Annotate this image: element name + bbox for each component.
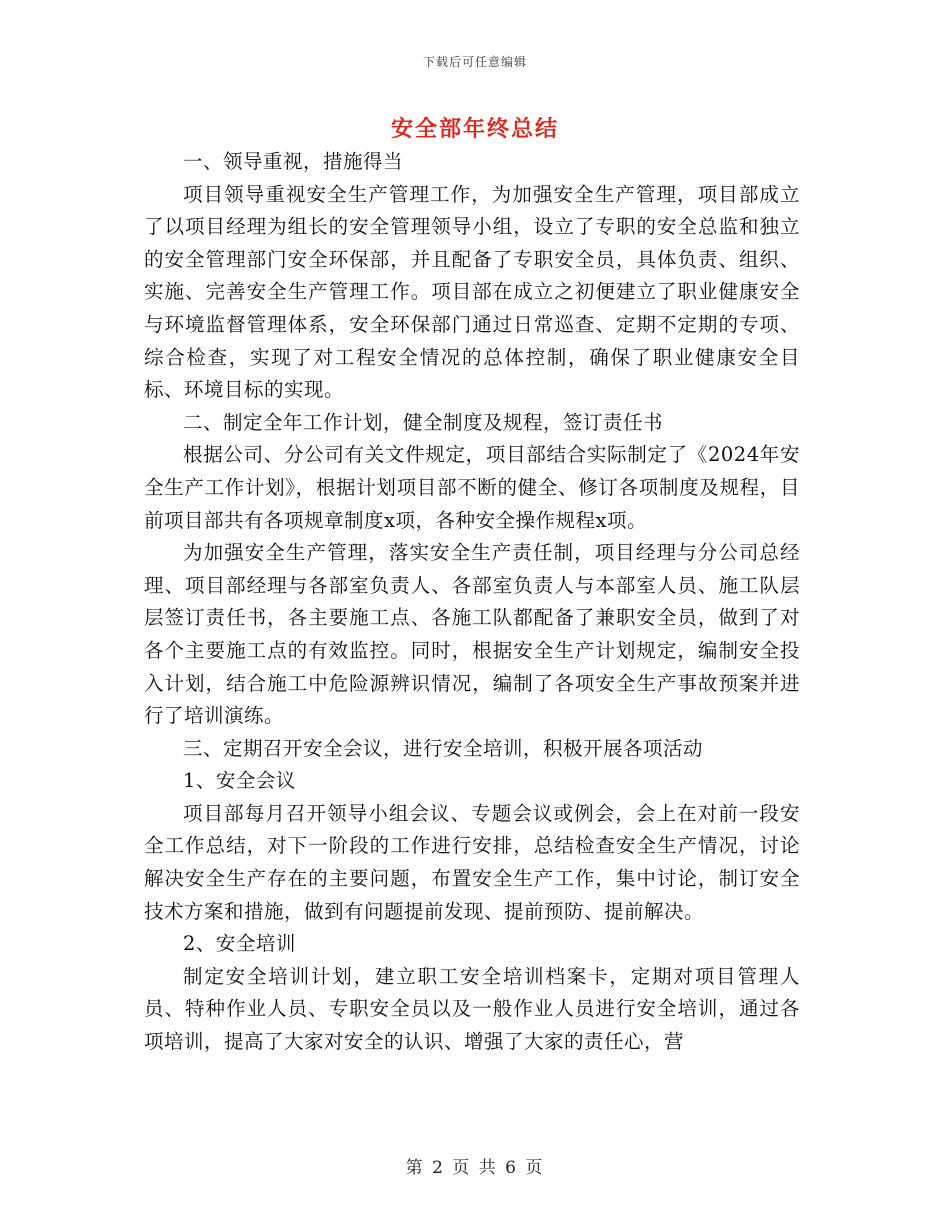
- section-heading-3: 三、定期召开安全会议，进行安全培训，积极开展各项活动: [183, 736, 704, 760]
- header-note: 下载后可任意编辑: [422, 55, 527, 69]
- paragraph-meeting: 项目部每月召开领导小组会议、专题会议或例会，会上在对前一段安全工作总结，对下一阶段的工作进行安排，总结检查安全生产情况，讨论解决安全生产存在的主要问题，布置安全生产工作，集中讨论，制订安全技术方案和措施，做到有问题提前发现、提前预防、提前解决。: [144, 801, 800, 923]
- paragraph-work-plan: 根据公司、分公司有关文件规定，项目部结合实际制定了《2024年安全生产工作计划》，根据计划项目部不断的健全、修订各项制度及规程，目前项目部共有各项规章制度x项，各种安全操作规程x项。: [144, 443, 800, 532]
- paragraph-responsibility: 为加强安全生产管理，落实安全生产责任制，项目经理与分公司总经理、项目部经理与各部室负责人、各部室负责人与本部室人员、施工队层层签订责任书，各主要施工点、各施工队都配备了兼职安全员，做到了对各个主要施工点的有效监控。同时，根据安全生产计划规定，编制安全投入计划，结合施工中危险源辨识情况，编制了各项安全生产事故预案并进行了培训演练。: [144, 541, 800, 728]
- subsection-heading-meeting: 1、安全会议: [183, 769, 296, 793]
- section-heading-1: 一、领导重视，措施得当: [183, 150, 404, 173]
- document-body: [144, 146, 800, 1059]
- paragraph-training: 制定安全培训计划，建立职工安全培训档案卡，定期对项目管理人员、特种作业人员、专职安全员以及一般作业人员进行安全培训，通过各项培训，提高了大家对安全的认识、增强了大家的责任心，营: [144, 964, 800, 1054]
- document-title: 安全部年终总结: [390, 116, 559, 142]
- section-heading-2: 二、制定全年工作计划，健全制度及规程，签订责任书: [183, 410, 664, 434]
- page-number: 第 2 页 共 6 页: [405, 1158, 545, 1178]
- subsection-heading-training: 2、安全培训: [183, 932, 296, 956]
- paragraph-leadership: 项目领导重视安全生产管理工作，为加强安全生产管理，项目部成立了以项目经理为组长的安全管理领导小组，设立了专职的安全总监和独立的安全管理部门安全环保部，并且配备了专职安全员，具体负责、组织、实施、完善安全生产管理工作。项目部在成立之初便建立了职业健康安全与环境监督管理体系，安全环保部门通过日常巡查、定期不定期的专项、综合检查，实现了对工程安全情况的总体控制，确保了职业健康安全目标、环境目标的实现。: [144, 182, 800, 402]
